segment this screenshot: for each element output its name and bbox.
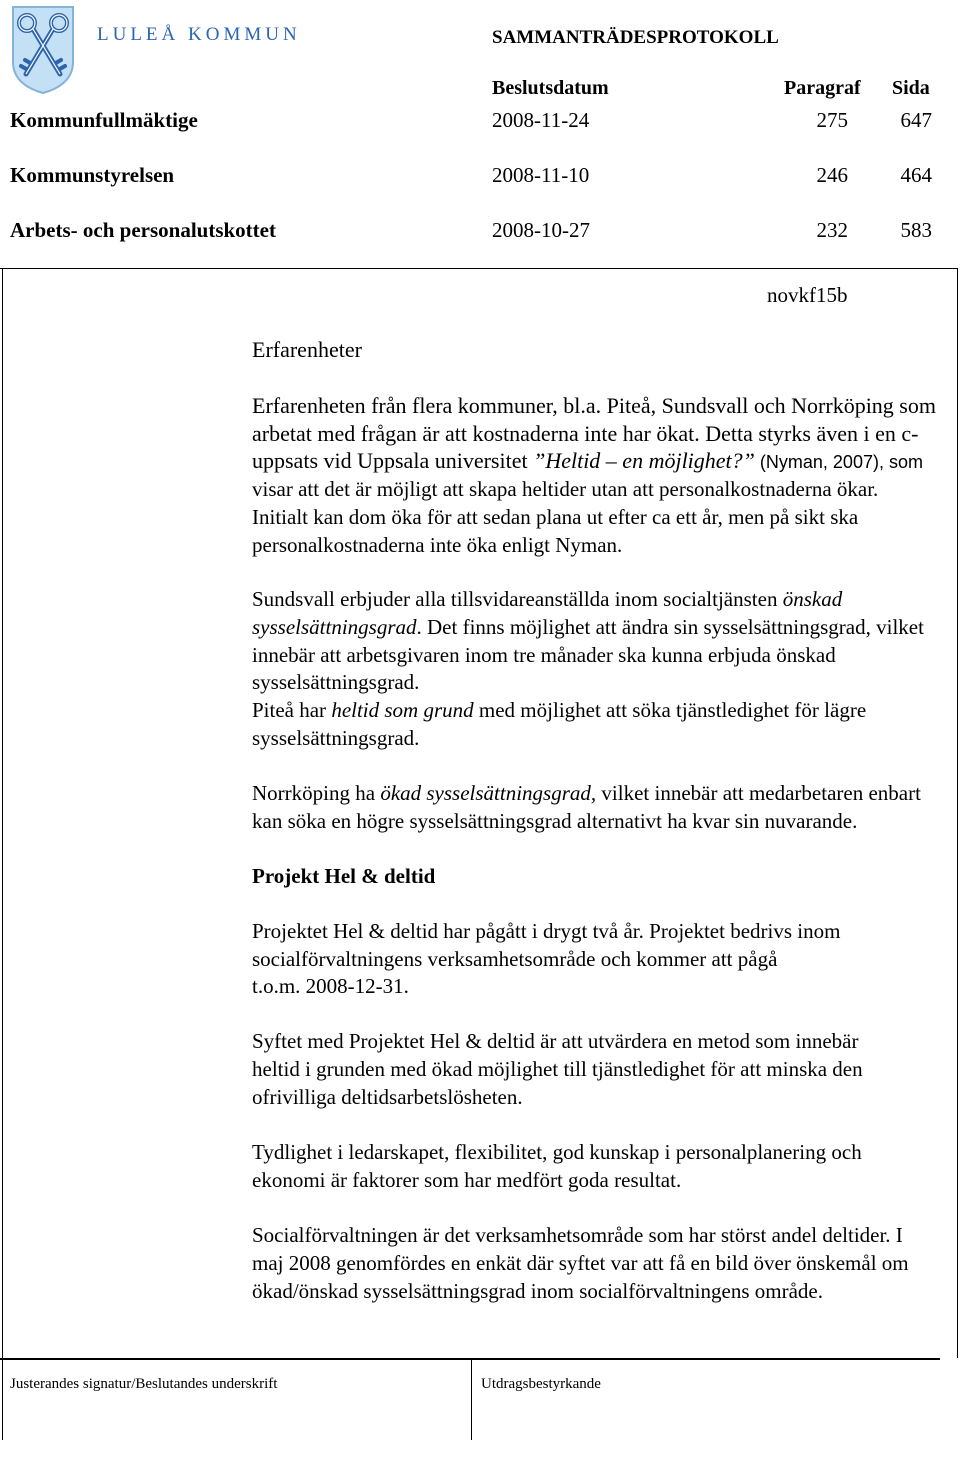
paragraph-line: personalkostnaderna inte öka enligt Nyman.: [252, 533, 623, 557]
paragraph-line: maj 2008 genomfördes en enkät där syftet var att få en bild över önskemål om: [252, 1251, 909, 1275]
section-heading: Projekt Hel & deltid: [252, 864, 436, 888]
paragraph-line: arbetat med frågan är att kostnaderna inte har ökat. Detta styrks även i en c-: [252, 421, 919, 446]
column-header-page: Sida: [892, 77, 930, 99]
paragraph-line: [252, 779, 921, 807]
paragraph-line: ekonomi är faktorer som har medfört goda resultat.: [252, 1168, 682, 1192]
page-number: 583: [900, 218, 932, 242]
paragraph-number: 246: [816, 163, 848, 187]
paragraph-number: 275: [816, 108, 848, 132]
paragraph-line: Syftet med Projektet Hel & deltid är att utvärdera en metod som innebär: [252, 1029, 859, 1053]
paragraph-line: heltid i grunden med ökad möjlighet till tjänstledighet för att minska den: [252, 1057, 863, 1081]
footer-divider-rule: [471, 1358, 472, 1440]
decision-date: 2008-11-24: [492, 108, 590, 132]
frame-top-rule: [0, 268, 958, 269]
column-header-date: Beslutsdatum: [492, 77, 609, 99]
paragraph-line: Projektet Hel & deltid har pågått i drygt två år. Projektet bedrivs inom: [252, 919, 841, 943]
paragraph-line: [252, 696, 866, 724]
meeting-row: [0, 107, 960, 133]
footer-certification-label: Utdragsbestyrkande: [481, 1376, 601, 1392]
emphasis-text: ökad sysselsättningsgrad,: [380, 781, 597, 805]
citation-text: (Nyman, 2007), som: [754, 452, 923, 472]
frame-left-rule: [2, 268, 3, 1440]
decision-date: 2008-10-27: [492, 218, 590, 242]
footer-signature-label: Justerandes signatur/Beslutandes underskrift: [10, 1376, 278, 1392]
line-text: Sundsvall erbjuder alla tillsvidareanställda inom socialtjänsten: [252, 587, 783, 611]
paragraph-line: ofrivilliga deltidsarbetslösheten.: [252, 1085, 523, 1109]
line-text: Norrköping ha: [252, 781, 381, 805]
paragraph-line: [252, 447, 923, 475]
organization-name: LULEÅ KOMMUN: [97, 24, 301, 45]
paragraph-line: kan söka en högre sysselsättningsgrad alternativt ha kvar sin nuvarande.: [252, 809, 858, 833]
quoted-title: ”Heltid – en möjlighet?”: [533, 448, 755, 473]
document-reference: novkf15b: [767, 283, 848, 307]
paragraph-line: ökad/önskad sysselsättningsgrad inom socialförvaltningens område.: [252, 1279, 823, 1303]
paragraph-line: [252, 585, 842, 613]
decision-date: 2008-11-10: [492, 163, 590, 187]
paragraph-number: 232: [816, 218, 848, 242]
paragraph-line: sysselsättningsgrad.: [252, 726, 420, 750]
emphasis-text: sysselsättningsgrad: [252, 615, 417, 639]
meeting-row: [0, 217, 960, 243]
document-type: SAMMANTRÄDESPROTOKOLL: [492, 27, 779, 48]
footer-top-rule: [0, 1358, 940, 1360]
paragraph-line: socialförvaltningens verksamhetsområde och kommer att pågå: [252, 947, 778, 971]
line-text: Piteå har: [252, 698, 332, 722]
paragraph-line: innebär att arbetsgivaren inom tre månader ska kunna erbjuda önskad: [252, 643, 836, 667]
page-number: 647: [900, 108, 932, 132]
line-text: . Det finns möjlighet att ändra sin sysselsättningsgrad, vilket: [416, 615, 924, 639]
emphasis-text: heltid som grund: [331, 698, 474, 722]
committee-name: Arbets- och personalutskottet: [10, 218, 276, 242]
paragraph-line: [252, 613, 924, 641]
paragraph-line: Initialt kan dom öka för att sedan plana ut efter ca ett år, men på sikt ska: [252, 505, 859, 529]
committee-name: Kommunfullmäktige: [10, 108, 198, 132]
paragraph-line: Socialförvaltningen är det verksamhetsområde som har störst andel deltider. I: [252, 1223, 903, 1247]
meeting-row: [0, 162, 960, 188]
emphasis-text: önskad: [782, 587, 843, 611]
page-number: 464: [900, 163, 932, 187]
coat-of-arms-icon: [10, 4, 76, 96]
paragraph-line: visar att det är möjligt att skapa heltider utan att personalkostnaderna ökar.: [252, 477, 879, 501]
line-text: uppsats vid Uppsala universitet: [252, 448, 534, 473]
paragraph-line: Erfarenheten från flera kommuner, bl.a. Piteå, Sundsvall och Norrköping som: [252, 393, 936, 418]
paragraph-line: sysselsättningsgrad.: [252, 670, 420, 694]
paragraph-line: t.o.m. 2008-12-31.: [252, 974, 409, 998]
frame-right-rule: [957, 268, 958, 1358]
section-heading: Erfarenheter: [252, 337, 362, 362]
line-text: med möjlighet att söka tjänstledighet för lägre: [473, 698, 867, 722]
committee-name: Kommunstyrelsen: [10, 163, 175, 187]
column-header-paragraph: Paragraf: [784, 77, 861, 99]
paragraph-line: Tydlighet i ledarskapet, flexibilitet, god kunskap i personalplanering och: [252, 1140, 862, 1164]
line-text: vilket innebär att medarbetaren enbart: [596, 781, 921, 805]
